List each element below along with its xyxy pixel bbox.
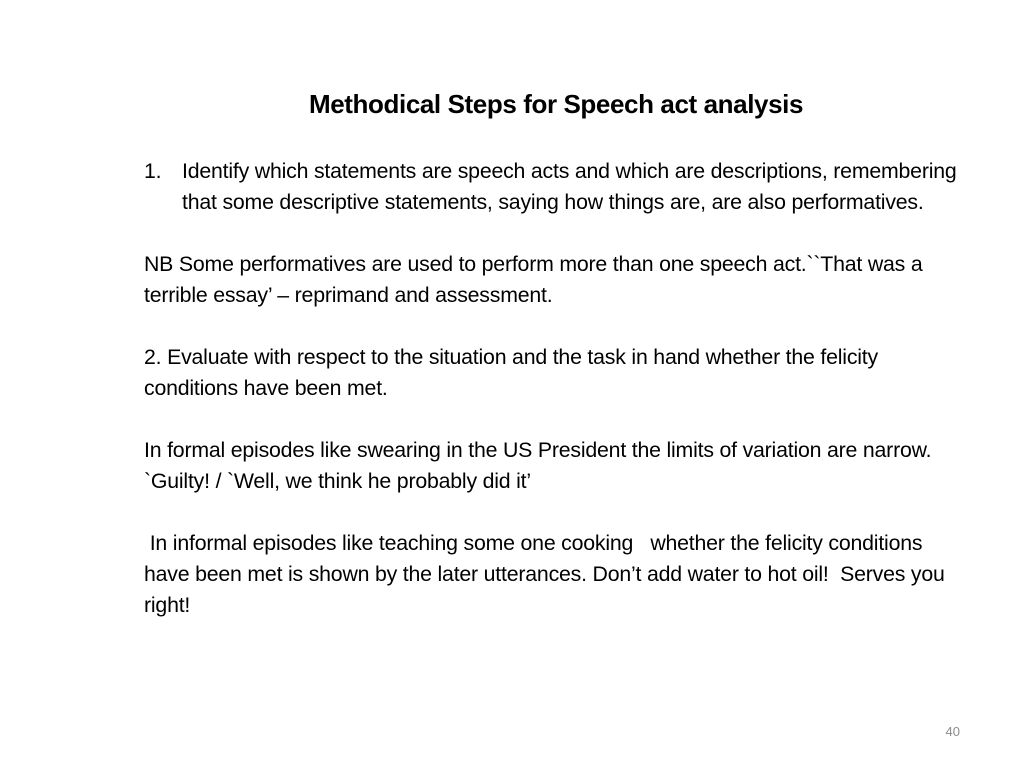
list-item-number: 1. xyxy=(144,159,162,183)
numbered-list-item xyxy=(144,156,970,218)
paragraph-spacer xyxy=(144,497,970,528)
slide-title: Methodical Steps for Speech act analysis xyxy=(308,89,804,119)
nb-paragraph: NB Some performatives are used to perform more than one speech act.``That was a terrible essay’ – reprimand and assessment. xyxy=(144,252,929,307)
paragraph-spacer xyxy=(144,311,970,342)
paragraph-spacer xyxy=(144,404,970,435)
list-item-text: Identify which statements are speech acts and which are descriptions, remembering that some descriptive statements, saying how things are, are also performatives. xyxy=(182,159,957,214)
page-number: 40 xyxy=(945,724,960,739)
paragraph-spacer xyxy=(144,218,970,249)
slide-body xyxy=(144,156,970,621)
formal-episodes-paragraph: In formal episodes like swearing in the US President the limits of variation are narrow. `Guilty! / `Well, we think he probably did it’ xyxy=(144,438,938,493)
informal-episodes-paragraph: In informal episodes like teaching some one cooking whether the felicity conditions have been met is shown by the later utterances. Don’t add water to hot oil! Serves you right! xyxy=(144,531,951,617)
step-2-paragraph: 2. Evaluate with respect to the situation and the task in hand whether the felicity conditions have been met. xyxy=(144,345,884,400)
